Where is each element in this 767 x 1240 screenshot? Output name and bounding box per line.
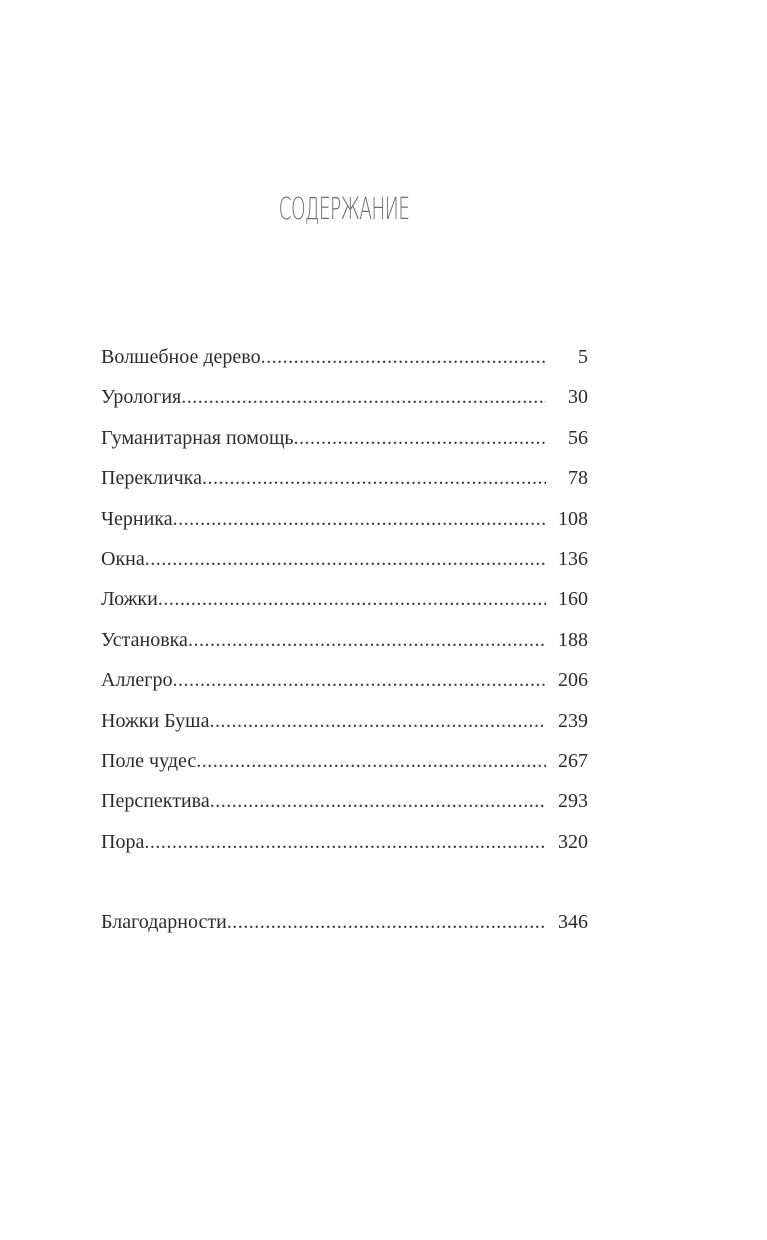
toc-entry-page: 30	[568, 386, 588, 409]
toc-entry	[101, 784, 588, 824]
toc-entry	[101, 582, 588, 622]
dot-leader	[172, 663, 546, 697]
dot-leader	[202, 461, 546, 495]
toc-entry-title: Перспектива	[101, 790, 210, 813]
toc-entry-page: 160	[558, 588, 588, 611]
toc-entry-title: Гуманитарная помощь	[101, 426, 294, 449]
toc-entry-title: Урология	[101, 386, 182, 409]
toc-entry-title: Окна	[101, 547, 145, 570]
toc-entry-title: Поле чудес	[101, 749, 197, 772]
table-of-contents	[101, 340, 588, 945]
toc-entry-page: 136	[558, 547, 588, 570]
toc-entry	[101, 502, 588, 542]
toc-entry-page: 320	[558, 830, 588, 853]
dot-leader	[158, 582, 546, 616]
toc-entry-page: 267	[558, 749, 588, 772]
toc-entry	[101, 623, 588, 663]
dot-leader	[261, 340, 546, 374]
toc-entry-page: 188	[558, 628, 588, 651]
section-gap	[101, 865, 588, 905]
toc-entry	[101, 744, 588, 784]
toc-entry	[101, 421, 588, 461]
toc-entry	[101, 663, 588, 703]
toc-entry-page: 346	[558, 911, 588, 934]
toc-entry-page: 108	[558, 507, 588, 530]
dot-leader	[181, 380, 546, 414]
dot-leader	[227, 905, 546, 939]
toc-entry-title: Установка	[101, 628, 188, 651]
toc-entry-page: 56	[568, 426, 588, 449]
toc-entry	[101, 825, 588, 865]
toc-entry-title: Пора	[101, 830, 145, 853]
toc-entry	[101, 704, 588, 744]
page-title: СОДЕРЖАНИЕ	[278, 192, 410, 227]
toc-entry-page: 78	[568, 467, 588, 490]
toc-entry	[101, 340, 588, 380]
toc-entry-page: 5	[578, 346, 588, 368]
toc-entry-appendix	[101, 905, 588, 945]
toc-entry-title: Перекличка	[101, 467, 202, 490]
toc-entry	[101, 461, 588, 501]
toc-entry-title: Черника	[101, 507, 173, 530]
toc-entry-title: Благодарности	[101, 911, 227, 934]
toc-entry-title: Ложки	[101, 588, 158, 611]
dot-leader	[188, 623, 546, 657]
dot-leader	[145, 542, 546, 576]
toc-entry	[101, 542, 588, 582]
toc-entry-page: 239	[558, 709, 588, 732]
dot-leader	[173, 502, 546, 536]
toc-entry	[101, 380, 588, 420]
dot-leader	[196, 744, 546, 778]
toc-entry-title: Волшебное дерево	[101, 346, 261, 368]
dot-leader	[210, 784, 546, 818]
toc-entry-title: Ножки Буша	[101, 709, 210, 732]
dot-leader	[293, 421, 546, 455]
toc-entry-title: Аллегро	[101, 669, 173, 692]
toc-entry-page: 206	[558, 669, 588, 692]
dot-leader	[144, 825, 546, 859]
toc-entry-page: 293	[558, 790, 588, 813]
dot-leader	[209, 704, 546, 738]
